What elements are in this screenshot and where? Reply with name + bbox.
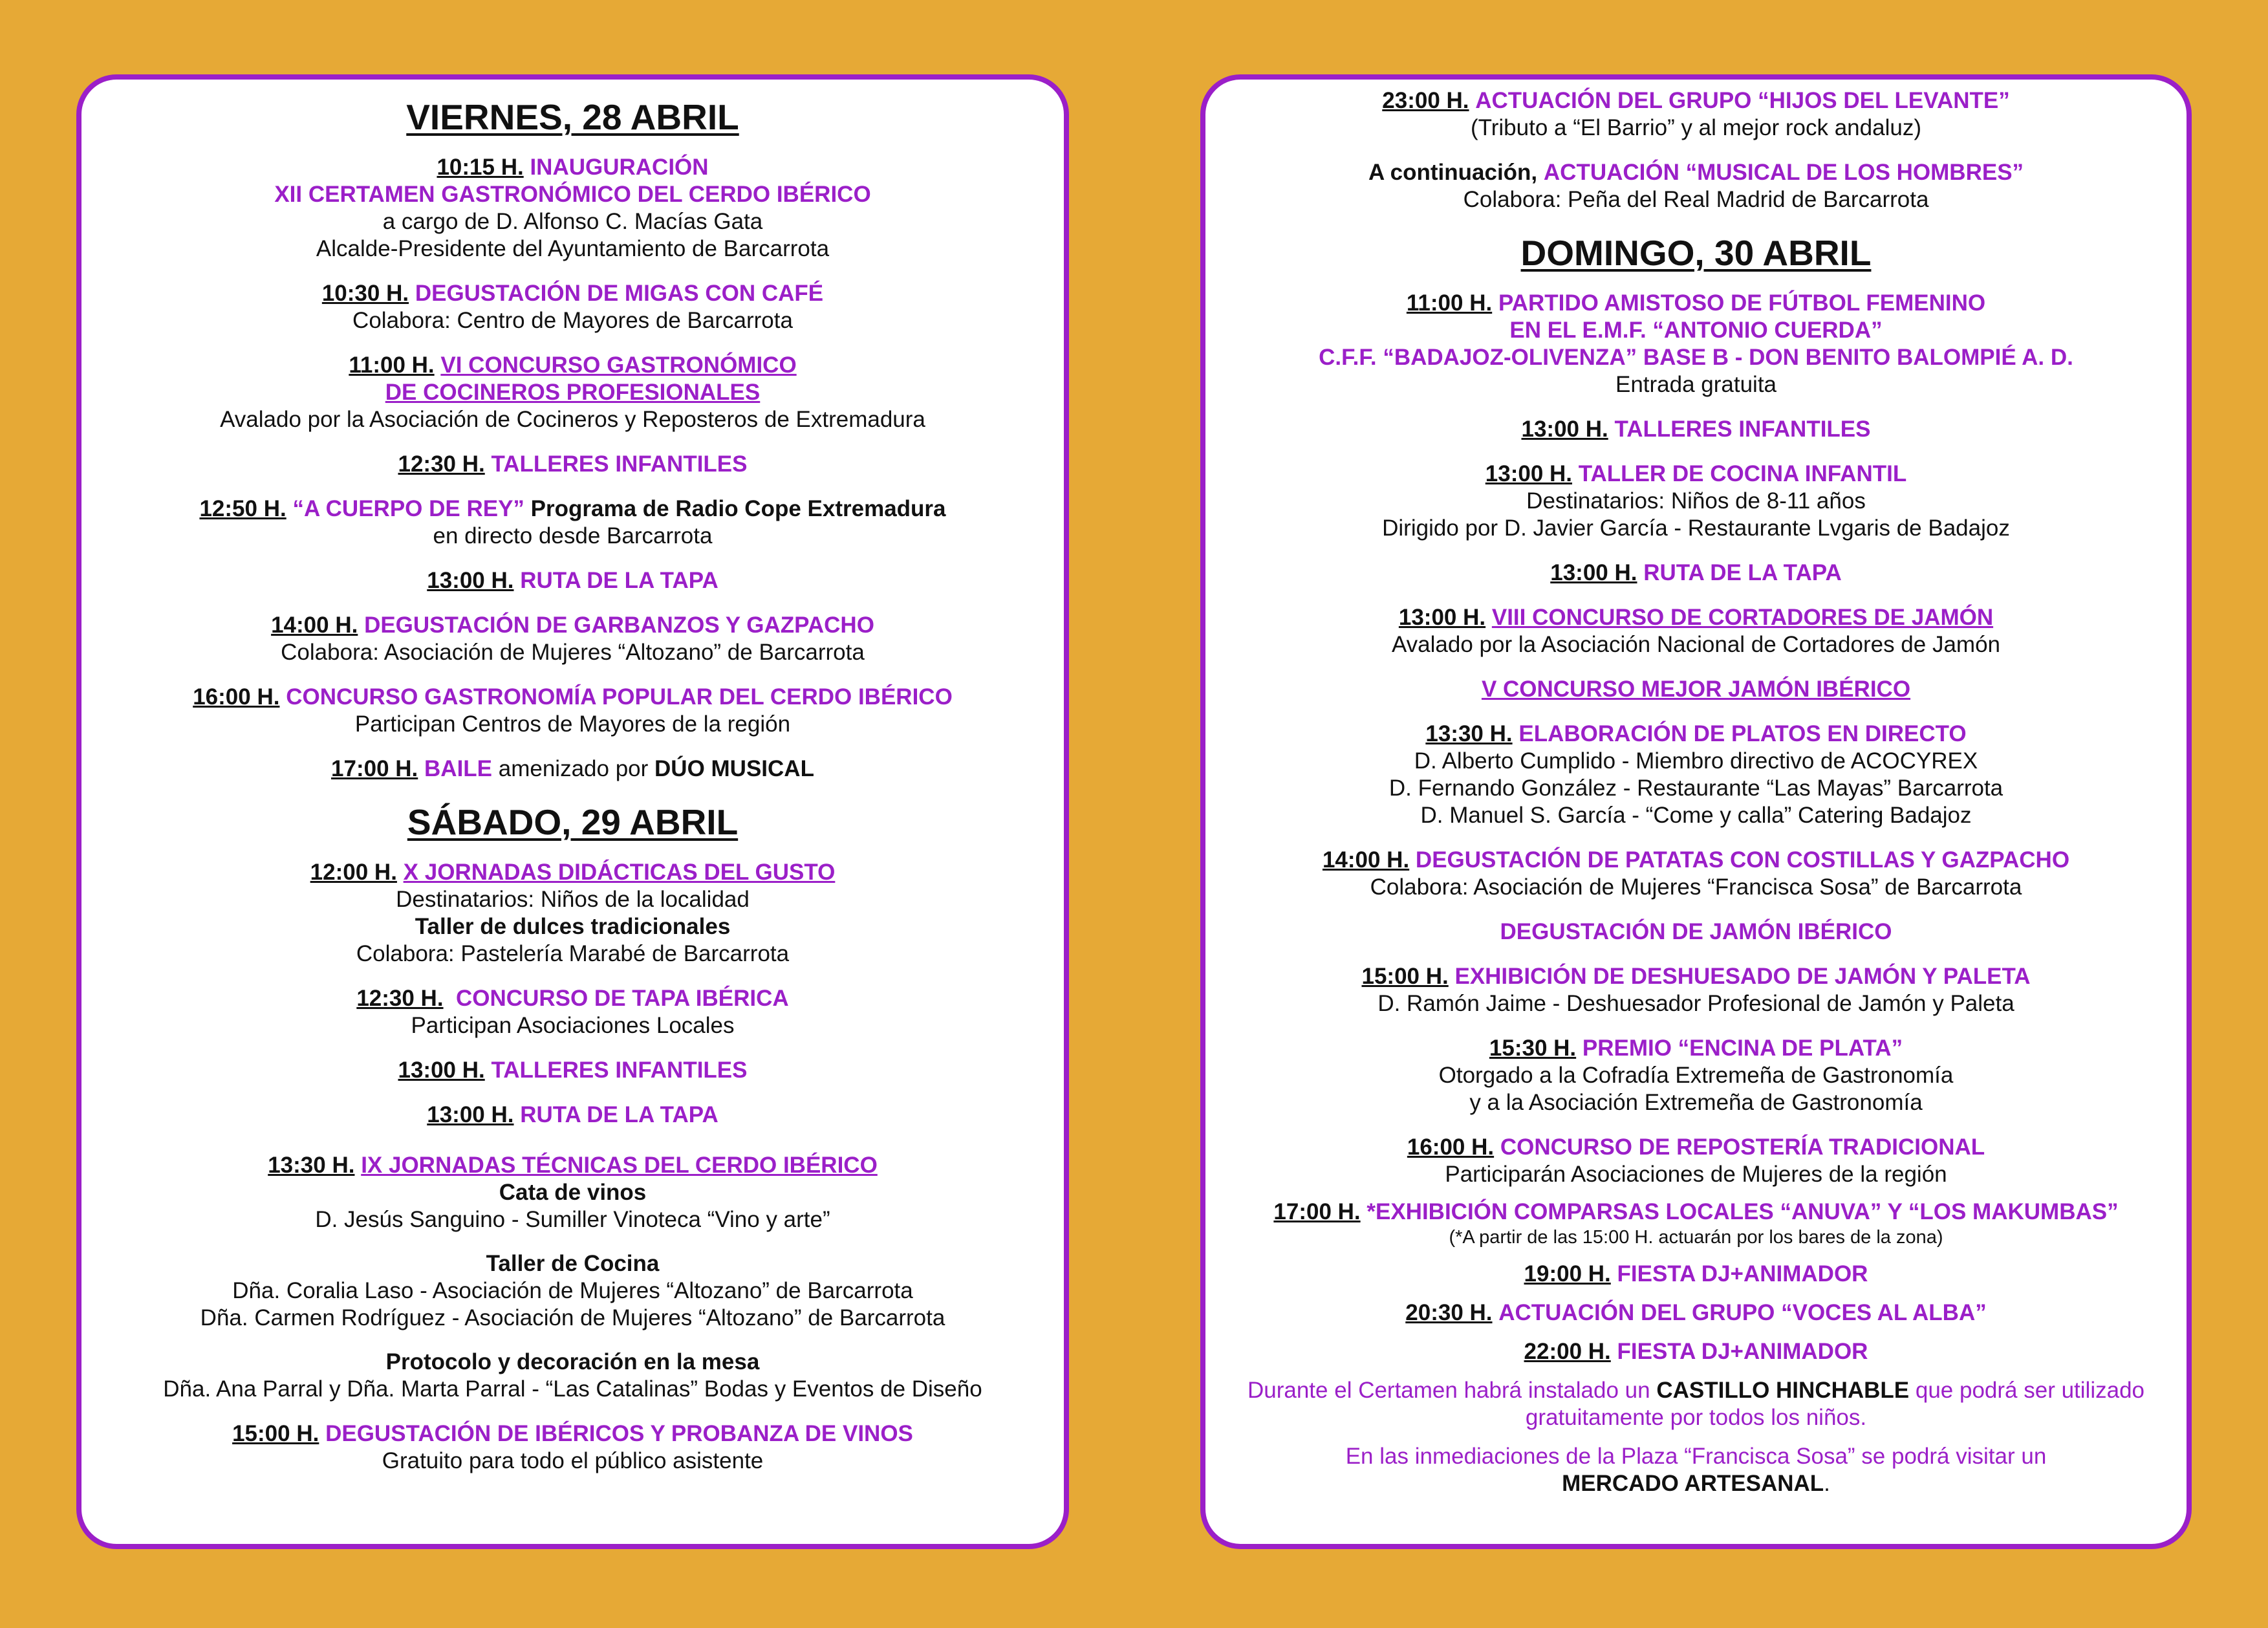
event-detail: D. Ramón Jaime - Deshuesador Profesional de Jamón y Paleta bbox=[1377, 990, 2014, 1016]
event-time: 12:30 H. bbox=[356, 985, 444, 1011]
event-item bbox=[1205, 87, 2187, 142]
event-title: IX JORNADAS TÉCNICAS DEL CERDO IBÉRICO bbox=[361, 1152, 878, 1178]
event-time: 20:30 H. bbox=[1405, 1299, 1493, 1325]
event-item bbox=[1205, 1035, 2187, 1116]
event-detail: D. Manuel S. García - “Come y calla” Catering Badajoz bbox=[1420, 802, 1972, 828]
day-heading-sunday: DOMINGO, 30 ABRIL bbox=[1520, 233, 1872, 273]
event-item bbox=[1205, 963, 2187, 1017]
note-text: En las inmediaciones de la Plaza “Francisca Sosa” se podrá visitar un bbox=[1345, 1443, 2047, 1469]
event-detail: Destinatarios: Niños de la localidad bbox=[396, 886, 750, 912]
event-detail: D. Alberto Cumplido - Miembro directivo de ACOCYREX bbox=[1414, 748, 1978, 774]
event-title: FIESTA DJ+ANIMADOR bbox=[1617, 1261, 1868, 1286]
event-title: TALLERES INFANTILES bbox=[1614, 416, 1871, 442]
event-item bbox=[81, 859, 1064, 968]
event-time: 15:00 H. bbox=[1361, 963, 1449, 989]
event-time: 15:30 H. bbox=[1489, 1035, 1577, 1061]
event-time: 14:00 H. bbox=[271, 612, 358, 638]
event-title: DEGUSTACIÓN DE JAMÓN IBÉRICO bbox=[1500, 918, 1892, 944]
event-time: 14:00 H. bbox=[1322, 847, 1410, 873]
event-item bbox=[81, 1057, 1064, 1084]
event-item bbox=[1205, 416, 2187, 443]
event-extra: Programa de Radio Cope Extremadura bbox=[530, 495, 946, 521]
event-title: ACTUACIÓN “MUSICAL DE LOS HOMBRES” bbox=[1543, 160, 2024, 185]
event-time: 11:00 H. bbox=[1406, 290, 1493, 316]
event-item bbox=[1205, 847, 2187, 901]
event-detail: Dirigido por D. Javier García - Restaurante Lvgaris de Badajoz bbox=[1382, 515, 2010, 541]
event-item bbox=[1205, 918, 2187, 946]
event-title: ACTUACIÓN DEL GRUPO “HIJOS DEL LEVANTE” bbox=[1475, 88, 2010, 113]
event-detail: Colabora: Pastelería Marabé de Barcarrota bbox=[356, 940, 790, 966]
event-detail: Gratuito para todo el público asistente bbox=[382, 1448, 764, 1473]
event-title: ACTUACIÓN DEL GRUPO “VOCES AL ALBA” bbox=[1498, 1299, 1987, 1325]
event-title: CONCURSO DE TAPA IBÉRICA bbox=[456, 985, 789, 1011]
event-item bbox=[1205, 159, 2187, 213]
note-bouncy-castle bbox=[1205, 1377, 2187, 1431]
event-item bbox=[1205, 1299, 2187, 1327]
event-time: 13:00 H. bbox=[427, 1102, 514, 1127]
event-time: 10:30 H. bbox=[321, 280, 409, 306]
event-item bbox=[81, 451, 1064, 478]
event-detail: (Tributo a “El Barrio” y al mejor rock andaluz) bbox=[1471, 115, 1921, 140]
event-item bbox=[81, 612, 1064, 666]
event-title: DEGUSTACIÓN DE GARBANZOS Y GAZPACHO bbox=[364, 612, 874, 638]
event-time: 13:30 H. bbox=[268, 1152, 355, 1178]
event-detail: Entrada gratuita bbox=[1615, 371, 1777, 397]
event-item bbox=[81, 154, 1064, 263]
event-detail: y a la Asociación Extremeña de Gastronomía bbox=[1469, 1089, 1923, 1115]
event-detail: a cargo de D. Alfonso C. Macías Gata bbox=[382, 208, 763, 234]
event-time: 13:30 H. bbox=[1425, 721, 1513, 746]
event-time: 16:00 H. bbox=[193, 684, 280, 710]
event-title: PARTIDO AMISTOSO DE FÚTBOL FEMENINO bbox=[1498, 290, 1986, 316]
event-item bbox=[81, 1102, 1064, 1129]
note-highlight: MERCADO ARTESANAL bbox=[1562, 1470, 1824, 1496]
event-item bbox=[81, 1420, 1064, 1475]
event-item bbox=[81, 1152, 1064, 1403]
event-title-2: DE COCINEROS PROFESIONALES bbox=[385, 379, 761, 405]
event-detail: D. Jesús Sanguino - Sumiller Vinoteca “Vino y arte” bbox=[315, 1206, 830, 1232]
event-item bbox=[81, 352, 1064, 433]
event-title: INAUGURACIÓN bbox=[530, 154, 709, 180]
event-item bbox=[81, 684, 1064, 738]
event-prefix: A continuación, bbox=[1368, 160, 1538, 185]
event-title: ELABORACIÓN DE PLATOS EN DIRECTO bbox=[1518, 721, 1967, 746]
event-detail: Alcalde-Presidente del Ayuntamiento de Barcarrota bbox=[316, 235, 830, 261]
event-time: 16:00 H. bbox=[1407, 1134, 1495, 1160]
note-text: . bbox=[1824, 1470, 1830, 1496]
event-detail: Colabora: Peña del Real Madrid de Barcarrota bbox=[1463, 187, 1929, 212]
event-time: 17:00 H. bbox=[331, 755, 418, 781]
event-time: 13:00 H. bbox=[1550, 559, 1637, 585]
note-text: gratuitamente por todos los niños. bbox=[1525, 1404, 1867, 1430]
event-title: RUTA DE LA TAPA bbox=[520, 1102, 718, 1127]
event-title: TALLERES INFANTILES bbox=[491, 451, 748, 477]
event-detail: Colabora: Asociación de Mujeres “Francisca Sosa” de Barcarrota bbox=[1370, 874, 2022, 900]
event-detail: Colabora: Centro de Mayores de Barcarrota bbox=[352, 307, 793, 333]
event-detail: Participarán Asociaciones de Mujeres de la región bbox=[1445, 1161, 1947, 1187]
event-detail: Dña. Coralia Laso - Asociación de Mujeres “Altozano” de Barcarrota bbox=[232, 1277, 913, 1303]
event-extra: DÚO MUSICAL bbox=[654, 755, 814, 781]
event-item bbox=[1205, 1261, 2187, 1288]
event-time: 19:00 H. bbox=[1524, 1261, 1611, 1286]
event-title-2: EN EL E.M.F. “ANTONIO CUERDA” bbox=[1509, 317, 1883, 343]
event-title-3: C.F.F. “BADAJOZ-OLIVENZA” BASE B - DON BENITO BALOMPIÉ A. D. bbox=[1319, 344, 2073, 370]
event-time: 10:15 H. bbox=[437, 154, 524, 180]
event-detail: D. Fernando González - Restaurante “Las Mayas” Barcarrota bbox=[1388, 775, 2003, 801]
event-title: DEGUSTACIÓN DE PATATAS CON COSTILLAS Y GAZPACHO bbox=[1415, 847, 2070, 873]
event-detail: Colabora: Asociación de Mujeres “Altozano” de Barcarrota bbox=[281, 639, 865, 665]
event-title: X JORNADAS DIDÁCTICAS DEL GUSTO bbox=[403, 859, 836, 885]
event-item bbox=[1205, 1338, 2187, 1365]
event-title-2: XII CERTAMEN GASTRONÓMICO DEL CERDO IBÉRICO bbox=[274, 181, 871, 207]
event-title: VIII CONCURSO DE CORTADORES DE JAMÓN bbox=[1491, 604, 1994, 630]
event-item bbox=[81, 985, 1064, 1039]
event-title: EXHIBICIÓN DE DESHUESADO DE JAMÓN Y PALETA bbox=[1454, 963, 2031, 989]
event-subheading: Taller de dulces tradicionales bbox=[415, 913, 731, 939]
event-item bbox=[81, 280, 1064, 334]
event-detail: Dña. Ana Parral y Dña. Marta Parral - “Las Catalinas” Bodas y Eventos de Diseño bbox=[163, 1376, 982, 1402]
event-detail: Dña. Carmen Rodríguez - Asociación de Mujeres “Altozano” de Barcarrota bbox=[200, 1305, 945, 1330]
event-title: TALLER DE COCINA INFANTIL bbox=[1578, 461, 1907, 486]
event-time: 12:00 H. bbox=[310, 859, 397, 885]
event-time: 13:00 H. bbox=[1521, 416, 1608, 442]
note-craft-market bbox=[1205, 1443, 2187, 1497]
event-time: 12:50 H. bbox=[199, 495, 286, 521]
event-item bbox=[1205, 676, 2187, 703]
event-detail: Avalado por la Asociación Nacional de Cortadores de Jamón bbox=[1391, 631, 2001, 657]
event-title: V CONCURSO MEJOR JAMÓN IBÉRICO bbox=[1481, 676, 1911, 702]
note-text: que podrá ser utilizado bbox=[1915, 1377, 2144, 1403]
event-time: 13:00 H. bbox=[1485, 461, 1573, 486]
event-time: 13:00 H. bbox=[1398, 604, 1486, 630]
event-detail: Destinatarios: Niños de 8-11 años bbox=[1526, 488, 1866, 514]
event-subheading: Cata de vinos bbox=[499, 1179, 647, 1205]
event-title: BAILE bbox=[424, 755, 493, 781]
event-title: RUTA DE LA TAPA bbox=[1643, 559, 1842, 585]
event-title: CONCURSO GASTRONOMÍA POPULAR DEL CERDO IBÉRICO bbox=[286, 684, 953, 710]
event-time: 17:00 H. bbox=[1273, 1199, 1361, 1224]
event-title: DEGUSTACIÓN DE MIGAS CON CAFÉ bbox=[415, 280, 824, 306]
event-item bbox=[1205, 290, 2187, 398]
event-time: 12:30 H. bbox=[398, 451, 485, 477]
event-detail: Participan Asociaciones Locales bbox=[411, 1012, 735, 1038]
day-heading-saturday: SÁBADO, 29 ABRIL bbox=[407, 801, 739, 842]
program-panel-left bbox=[76, 74, 1069, 1549]
event-time: 13:00 H. bbox=[398, 1057, 485, 1083]
event-detail: Participan Centros de Mayores de la región bbox=[354, 711, 791, 737]
event-detail: Avalado por la Asociación de Cocineros y Reposteros de Extremadura bbox=[220, 406, 925, 432]
event-title: DEGUSTACIÓN DE IBÉRICOS Y PROBANZA DE VINOS bbox=[325, 1420, 913, 1446]
event-title: FIESTA DJ+ANIMADOR bbox=[1617, 1338, 1868, 1364]
event-title: PREMIO “ENCINA DE PLATA” bbox=[1582, 1035, 1903, 1061]
event-title: CONCURSO DE REPOSTERÍA TRADICIONAL bbox=[1500, 1134, 1985, 1160]
event-item bbox=[1205, 721, 2187, 829]
day-heading-friday: VIERNES, 28 ABRIL bbox=[406, 97, 739, 137]
event-subheading: Taller de Cocina bbox=[486, 1250, 660, 1276]
event-title: RUTA DE LA TAPA bbox=[520, 567, 718, 593]
event-time: 15:00 H. bbox=[232, 1420, 319, 1446]
event-item bbox=[1205, 1199, 2187, 1249]
event-time: 11:00 H. bbox=[349, 352, 435, 378]
event-title: *EXHIBICIÓN COMPARSAS LOCALES “ANUVA” Y “LOS MAKUMBAS” bbox=[1366, 1199, 2119, 1224]
event-item bbox=[81, 495, 1064, 550]
event-detail: en directo desde Barcarrota bbox=[433, 523, 713, 548]
event-item bbox=[81, 567, 1064, 594]
event-title: VI CONCURSO GASTRONÓMICO bbox=[440, 352, 797, 378]
event-item bbox=[1205, 604, 2187, 658]
event-title: “A CUERPO DE REY” bbox=[292, 495, 524, 521]
note-text: Durante el Certamen habrá instalado un bbox=[1247, 1377, 1650, 1403]
event-mid: amenizado por bbox=[498, 755, 649, 781]
program-panel-right bbox=[1200, 74, 2192, 1549]
event-time: 23:00 H. bbox=[1382, 88, 1469, 113]
event-item bbox=[1205, 1134, 2187, 1188]
event-item bbox=[1205, 559, 2187, 587]
event-detail: Otorgado a la Cofradía Extremeña de Gastronomía bbox=[1438, 1062, 1954, 1088]
event-title: TALLERES INFANTILES bbox=[491, 1057, 748, 1083]
event-item bbox=[1205, 461, 2187, 542]
event-footnote: (*A partir de las 15:00 H. actuarán por los bares de la zona) bbox=[1449, 1226, 1943, 1248]
note-highlight: CASTILLO HINCHABLE bbox=[1656, 1377, 1910, 1403]
event-time: 13:00 H. bbox=[427, 567, 514, 593]
event-time: 22:00 H. bbox=[1524, 1338, 1611, 1364]
event-subheading: Protocolo y decoración en la mesa bbox=[385, 1349, 760, 1374]
event-item bbox=[81, 755, 1064, 783]
